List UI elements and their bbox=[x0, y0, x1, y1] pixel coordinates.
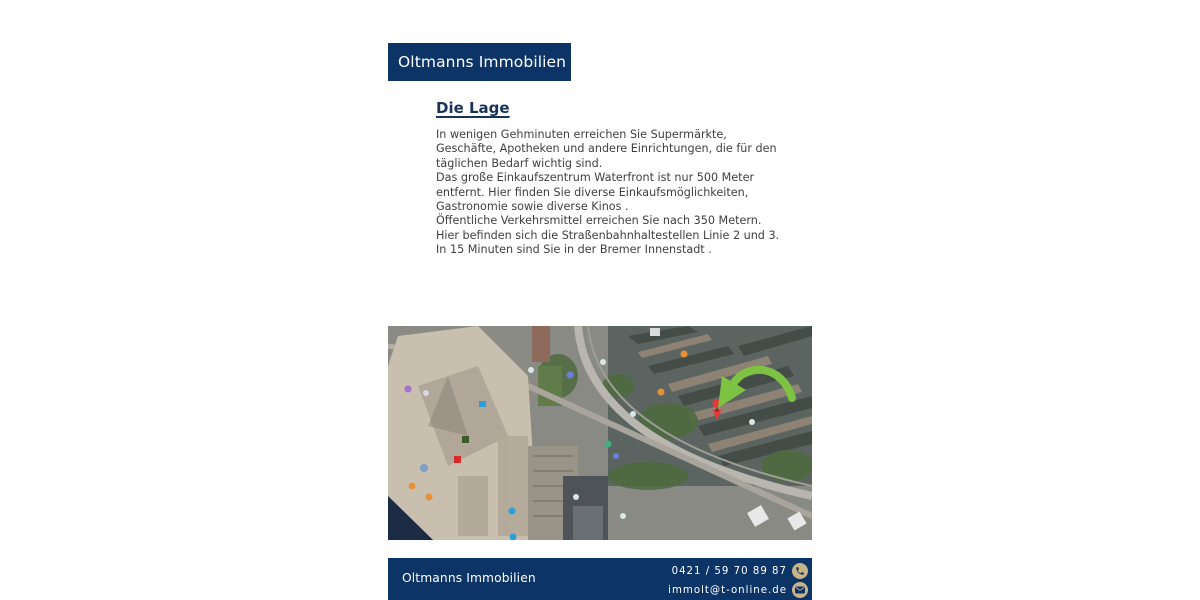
description-line: Gastronomie sowie diverse Kinos . bbox=[436, 200, 629, 214]
description-line: Hier befinden sich die Straßenbahnhaltestellen Linie 2 und 3. bbox=[436, 228, 780, 242]
footer-brand: Oltmanns Immobilien bbox=[402, 571, 536, 585]
email-address[interactable]: immolt@t-online.de bbox=[668, 584, 787, 596]
location-section bbox=[436, 98, 780, 258]
description-line: entfernt. Hier finden Sie diverse Einkaufsmöglichkeiten, bbox=[436, 185, 749, 199]
brand-name: Oltmanns Immobilien bbox=[398, 53, 567, 71]
phone-contact[interactable] bbox=[672, 562, 808, 580]
location-map-image bbox=[388, 326, 812, 540]
envelope-icon[interactable] bbox=[792, 582, 808, 598]
email-contact[interactable] bbox=[668, 581, 808, 599]
description-line: täglichen Bedarf wichtig sind. bbox=[436, 156, 603, 170]
description-line: Öffentliche Verkehrsmittel erreichen Sie nach 350 Metern. bbox=[436, 214, 762, 228]
description-line: Das große Einkaufszentrum Waterfront ist nur 500 Meter bbox=[436, 171, 755, 185]
location-description bbox=[436, 128, 780, 258]
description-line: In wenigen Gehminuten erreichen Sie Supermärkte, bbox=[436, 128, 727, 141]
description-line: Geschäfte, Apotheken und andere Einrichtungen, die für den bbox=[436, 142, 777, 156]
description-line: In 15 Minuten sind Sie in der Bremer Innenstadt . bbox=[436, 243, 712, 257]
phone-number[interactable]: 0421 / 59 70 89 87 bbox=[671, 565, 787, 577]
section-heading: Die Lage bbox=[436, 99, 510, 117]
brand-header bbox=[388, 43, 571, 81]
phone-icon[interactable] bbox=[792, 563, 808, 579]
footer bbox=[388, 558, 812, 600]
